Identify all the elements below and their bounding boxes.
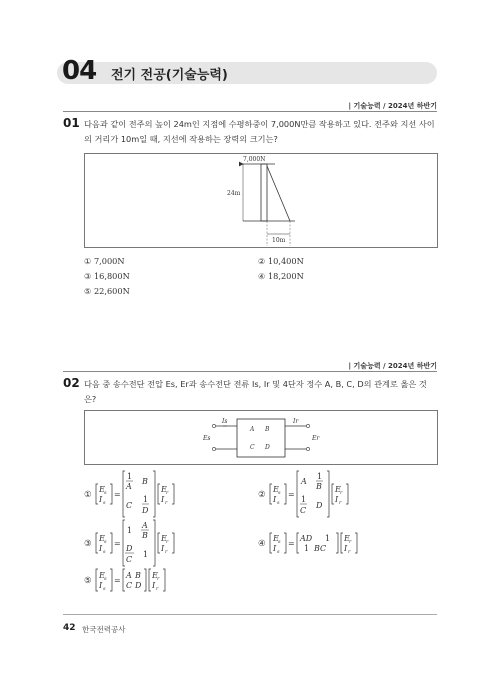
svg-text:s: s — [278, 539, 281, 545]
svg-text:A: A — [126, 482, 132, 491]
choice-5[interactable] — [84, 565, 194, 595]
svg-text:s: s — [277, 549, 280, 555]
svg-text:C: C — [126, 501, 133, 510]
svg-text:s: s — [278, 490, 281, 496]
svg-text:r: r — [166, 490, 169, 496]
height-label: 24m — [227, 190, 241, 197]
label-Er: Er — [312, 435, 320, 442]
svg-text:E: E — [335, 485, 341, 494]
svg-text:B: B — [142, 531, 148, 540]
svg-text:I: I — [335, 495, 339, 504]
svg-text:=: = — [114, 576, 121, 585]
param-B: B — [265, 426, 270, 433]
svg-text:=: = — [114, 539, 121, 548]
choice-3[interactable]: ③ 16,800N — [84, 271, 130, 281]
publisher-name: 한국전력공사 — [82, 625, 126, 634]
svg-text:C: C — [126, 555, 133, 564]
divider — [63, 371, 437, 372]
svg-text:A: A — [301, 477, 307, 486]
svg-text:r: r — [165, 549, 168, 555]
svg-text:1: 1 — [325, 534, 331, 543]
section-number: 04 — [62, 56, 97, 86]
question-tag: | 기술능력 / 2024년 하반기 — [348, 102, 437, 110]
svg-text:E: E — [152, 571, 158, 580]
svg-text:E: E — [99, 485, 105, 494]
question-number: 01 — [63, 116, 80, 130]
svg-text:③: ③ — [84, 539, 92, 549]
param-C: C — [250, 444, 255, 451]
param-A: A — [250, 426, 255, 433]
svg-text:②: ② — [258, 490, 266, 500]
svg-text:A: A — [126, 571, 132, 580]
svg-text:r: r — [340, 490, 343, 496]
svg-text:④: ④ — [258, 539, 266, 549]
svg-text:I: I — [344, 544, 348, 553]
svg-text:D: D — [316, 501, 323, 510]
svg-text:r: r — [166, 539, 169, 545]
figure-pole-guy-wire — [84, 153, 438, 248]
svg-text:E: E — [99, 534, 105, 543]
svg-text:1: 1 — [127, 526, 133, 535]
page-number: 42 — [63, 623, 76, 633]
svg-text:E: E — [161, 534, 167, 543]
question-tag: | 기술능력 / 2024년 하반기 — [348, 362, 437, 370]
svg-text:D: D — [142, 506, 149, 515]
svg-text:s: s — [103, 549, 106, 555]
svg-text:⑤: ⑤ — [84, 576, 92, 586]
label-Es: Es — [203, 435, 211, 442]
svg-text:E: E — [344, 534, 350, 543]
section-title: 전기 전공(기술능력) — [111, 68, 228, 83]
svg-text:E: E — [273, 485, 279, 494]
svg-text:1: 1 — [143, 495, 149, 504]
question-number: 02 — [63, 376, 80, 390]
svg-text:C: C — [300, 506, 307, 515]
svg-text:s: s — [104, 576, 107, 582]
choice-3[interactable] — [84, 517, 194, 569]
divider — [63, 111, 437, 112]
svg-text:s: s — [103, 500, 106, 506]
footer-divider — [63, 614, 437, 615]
svg-text:s: s — [104, 539, 107, 545]
label-Ir: Ir — [293, 418, 299, 425]
svg-text:I: I — [161, 495, 165, 504]
param-D: D — [265, 444, 270, 451]
choice-1[interactable]: ① 7,000N — [84, 256, 125, 266]
svg-text:r: r — [339, 500, 342, 506]
svg-text:1: 1 — [143, 550, 149, 559]
svg-text:I: I — [161, 544, 165, 553]
svg-text:I: I — [273, 495, 277, 504]
choice-2[interactable] — [258, 468, 368, 520]
svg-text:I: I — [152, 581, 156, 590]
svg-text:s: s — [104, 490, 107, 496]
choice-1[interactable] — [84, 468, 194, 520]
svg-text:B: B — [316, 482, 322, 491]
svg-text:I: I — [99, 581, 103, 590]
svg-text:1: 1 — [127, 472, 133, 481]
svg-text:AD: AD — [300, 534, 313, 543]
svg-text:=: = — [288, 539, 295, 548]
label-Is: Is — [222, 418, 228, 425]
svg-text:D: D — [135, 581, 142, 590]
svg-text:r: r — [156, 586, 159, 592]
svg-text:I: I — [99, 544, 103, 553]
figure-four-terminal-network — [84, 410, 438, 465]
svg-text:=: = — [114, 490, 121, 499]
choice-4[interactable]: ④ 18,200N — [258, 271, 304, 281]
svg-text:B: B — [135, 571, 141, 580]
distance-label: 10m — [272, 237, 286, 244]
svg-text:r: r — [157, 576, 160, 582]
svg-text:1: 1 — [304, 544, 310, 553]
svg-text:1: 1 — [301, 495, 307, 504]
svg-text:r: r — [348, 549, 351, 555]
svg-text:s: s — [103, 586, 106, 592]
svg-text:D: D — [126, 544, 133, 553]
choice-2[interactable]: ② 10,400N — [258, 256, 304, 266]
svg-text:s: s — [277, 500, 280, 506]
svg-text:BC: BC — [314, 544, 327, 553]
svg-text:B: B — [142, 477, 148, 486]
svg-text:I: I — [99, 495, 103, 504]
choice-4[interactable] — [258, 517, 378, 569]
svg-text:r: r — [165, 500, 168, 506]
svg-text:I: I — [273, 544, 277, 553]
force-label: 7,000N — [243, 156, 266, 163]
svg-text:=: = — [288, 490, 295, 499]
question-text: 다음 중 송수전단 전압 Es, Er과 송수전단 전류 Is, Ir 및 4단자 정수 A, B, C, D의 관계로 옳은 것은? — [84, 379, 427, 404]
svg-text:1: 1 — [317, 472, 323, 481]
svg-text:r: r — [349, 539, 352, 545]
svg-text:E: E — [273, 534, 279, 543]
choice-5[interactable]: ⑤ 22,600N — [84, 286, 130, 296]
question-text: 다음과 같이 전주의 높이 24m인 지점에 수평하중이 7,000N만큼 작용하고 있다. 전주와 지선 사이의 거리가 10m일 때, 지선에 작용하는 장력의 크기는? — [84, 119, 435, 144]
svg-text:E: E — [161, 485, 167, 494]
svg-text:C: C — [126, 581, 133, 590]
svg-text:①: ① — [84, 490, 92, 500]
svg-text:A: A — [142, 521, 148, 530]
svg-text:E: E — [99, 571, 105, 580]
